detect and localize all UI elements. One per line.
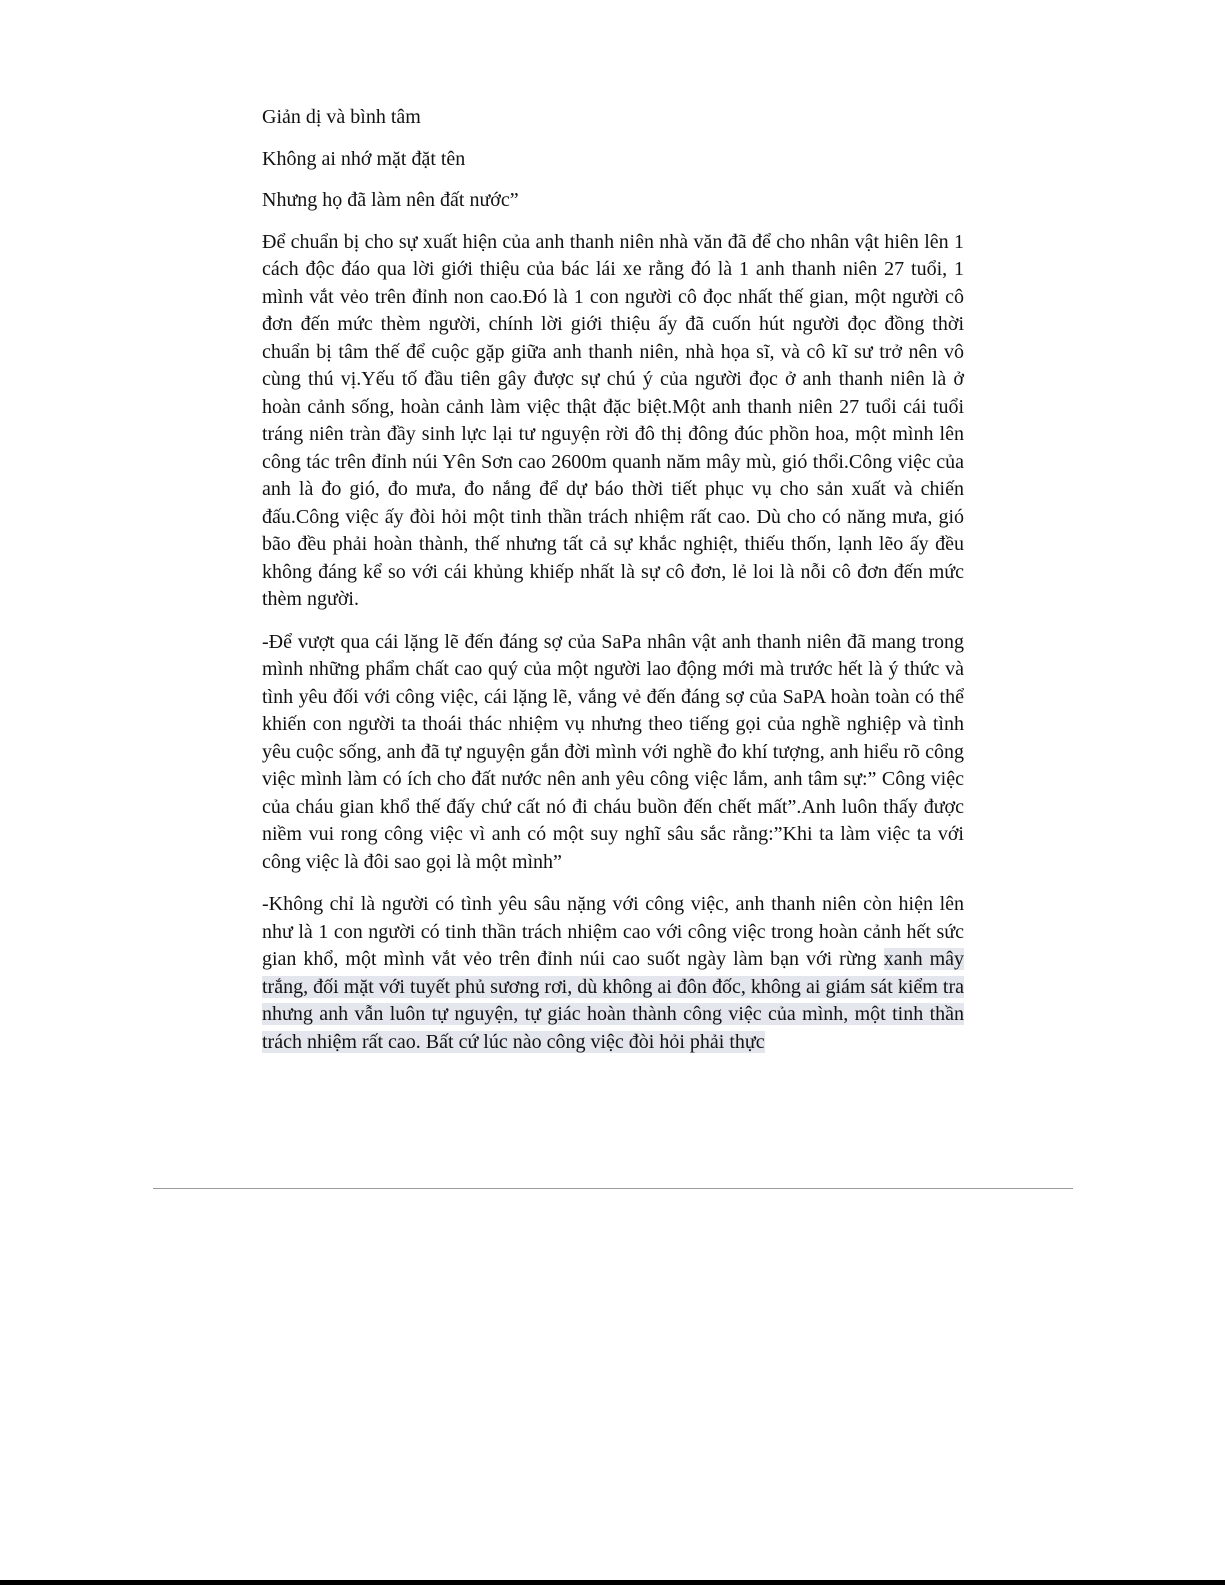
paragraph-2: -Để vượt qua cái lặng lẽ đến đáng sợ của SaPa nhân vật anh thanh niên đã mang trong mình những phẩm chất cao quý của một người lao động mới mà trước hết là ý thức và tình yêu đối với công việc, cái lặng lẽ, vắng vẻ đến đáng sợ của SaPA hoàn toàn có thể khiến con người ta thoái thác nhiệm vụ nhưng theo tiếng gọi của nghề nghiệp và tình yêu cuộc sống, anh đã tự nguyện gắn đời mình với nghề đo khí tượng, anh hiểu rõ công việc mình làm có ích cho đất nước nên anh yêu công việc lắm, anh tâm sự:” Công việc của cháu gian khổ thế đấy chứ cất nó đi cháu buồn đến chết mất”.Anh luôn thấy được niềm vui rong công việc vì anh có một suy nghĩ sâu sắc rằng:”Khi ta làm việc ta với công việc là đôi sao gọi là một mình” (262, 630, 964, 873)
poem-line-3: Nhưng họ đã làm nên đất nước” (262, 189, 519, 211)
selected-text-highlight[interactable]: xanh mây trắng, đối mặt với tuyết phủ sương rơi, dù không ai đôn đốc, không ai giám sát kiểm tra nhưng anh vẫn luôn tự nguyện, tự giác hoàn thành công việc của mình, một tinh thần trách nhiệm rất cao. Bất cứ lúc nào công việc đòi hỏi phải thực (262, 948, 964, 1053)
poem-line-1: Giản dị và bình tâm (262, 106, 421, 128)
paragraph-3-text: -Không chỉ là người có tình yêu sâu nặng với công việc, anh thanh niên còn hiện lên như là 1 con người có tinh thần trách nhiệm cao với công việc trong hoàn cảnh hết sức gian khổ, một mình vắt vẻo trên đỉnh núi cao suốt ngày làm bạn với rừng (262, 893, 964, 970)
document-body[interactable] (262, 104, 964, 1071)
bottom-edge-bar (0, 1580, 1225, 1585)
poem-line-2: Không ai nhớ mặt đặt tên (262, 147, 466, 170)
paragraph-3 (262, 891, 964, 1056)
paragraph-1: Để chuẩn bị cho sự xuất hiện của anh thanh niên nhà văn đã để cho nhân vật hiên lên 1 cách độc đáo qua lời giới thiệu của bác lái xe rằng đó là 1 anh thanh niên 27 tuổi, 1 mình vắt vẻo trên đỉnh non cao.Đó là 1 con người cô đọc nhất thế gian, một người cô đơn đến mức thèm người, chính lời giới thiệu ấy đã cuốn hút người đọc đồng thời chuẩn bị tâm thế để cuộc gặp giữa anh thanh niên, nhà họa sĩ, và cô kĩ sư trở nên vô cùng thú vị.Yếu tố đầu tiên gây được sự chú ý của người đọc ở anh thanh niên là ở hoàn cảnh sống, hoàn cảnh làm việc thật đặc biệt.Một anh thanh niên 27 tuổi cái tuổi tráng niên tràn đầy sinh lực lại tư nguyện rời đô thị đông đúc phồn hoa, một mình lên công tác trên đỉnh núi Yên Sơn cao 2600m quanh năm mây mù, gió thổi.Công việc của anh là đo gió, đo mưa, đo nắng để dự báo thời tiết phục vụ cho sản xuất và chiến đấu.Công việc ấy đòi hỏi một tinh thần trách nhiệm rất cao. Dù cho có năng mưa, gió bão đều phải hoàn thành, thế nhưng tất cả sự khắc nghiệt, thiếu thốn, lạnh lẽo ấy đều không đáng kể so với cái khủng khiếp nhất là sự cô đơn, lẻ loi là nỗi cô đơn đến mức thèm người. (262, 230, 964, 610)
page-break-divider (153, 1188, 1073, 1189)
